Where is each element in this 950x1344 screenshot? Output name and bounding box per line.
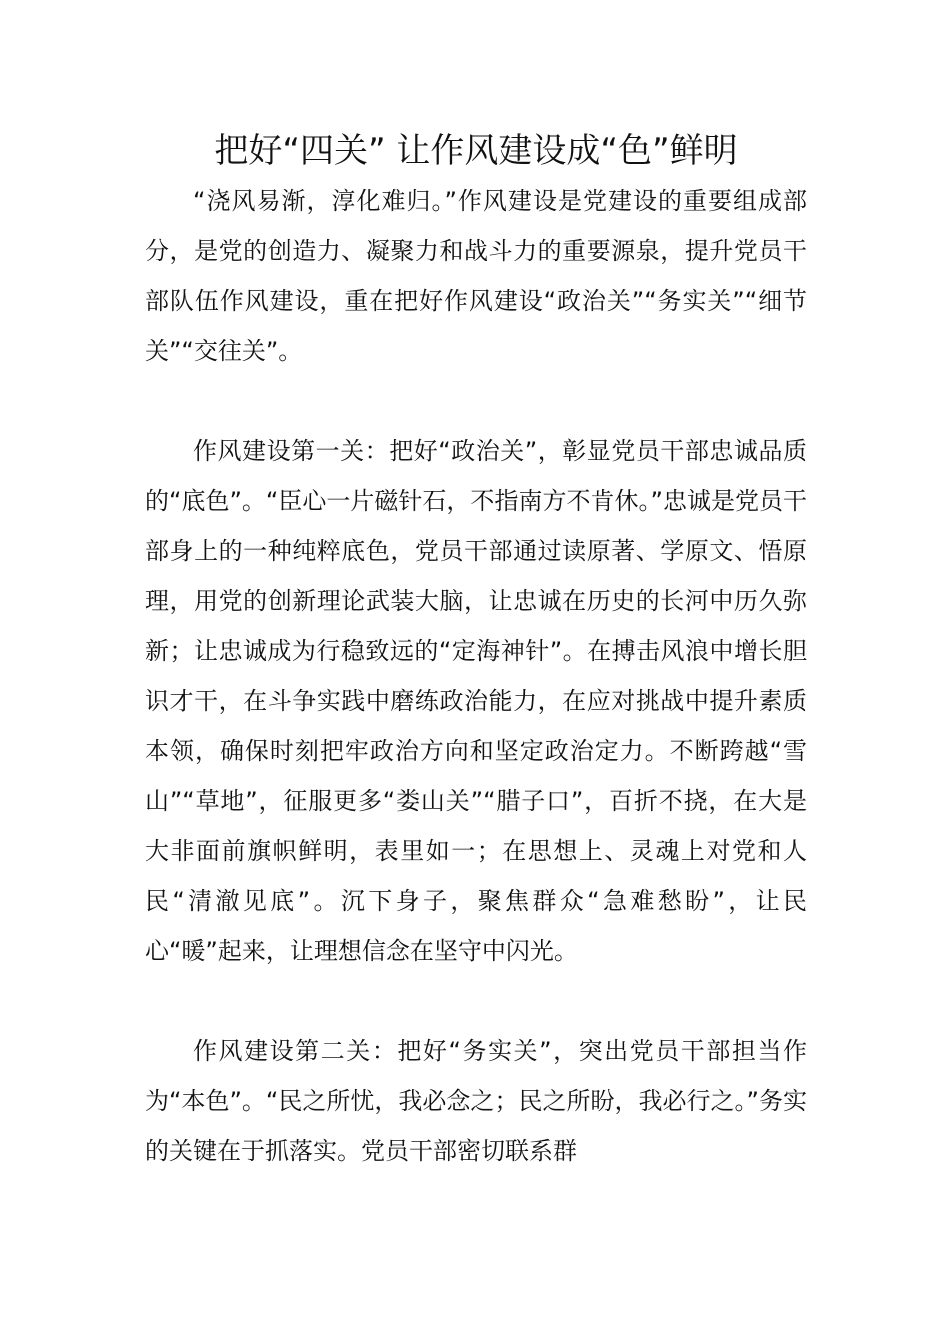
document-title: 把好“四关” 让作风建设成“色”鲜明 — [214, 131, 738, 171]
paragraph-spacer — [145, 376, 807, 426]
paragraph-second-pass: 作风建设第二关：把好“务实关”，突出党员干部担当作为“本色”。“民之所忧，我必念之；民之所盼，我必行之。”务实的关键在于抓落实。党员干部密切联系群 — [145, 1037, 807, 1165]
paragraph-first-pass: 作风建设第一关：把好“政治关”，彰显党员干部忠诚品质的“底色”。“臣心一片磁针石，不指南方不肯休。”忠诚是党员干部身上的一种纯粹底色，党员干部通过读原著、学原文、悟原理，用党的创新理论武装大脑，让忠诚在历史的长河中历久弥新；让忠诚成为行稳致远的“定海神针”。在搏击风浪中增长胆识才干，在斗争实践中磨练政治能力，在应对挑战中提升素质本领，确保时刻把牢政治方向和坚定政治定力。不断跨越“雪山”“草地”，征服更多“娄山关”“腊子口”，百折不挠，在大是大非面前旗帜鲜明，表里如一；在思想上、灵魂上对党和人民“清澈见底”。沉下身子，聚焦群众“急难愁盼”，让民心“暖”起来，让理想信念在坚守中闪光。 — [145, 437, 807, 965]
paragraph-intro: “浇风易渐，淳化难归。”作风建设是党建设的重要组成部分，是党的创造力、凝聚力和战斗力的重要源泉，提升党员干部队伍作风建设，重在把好作风建设“政治关”“务实关”“细节关”“交往关”。 — [145, 187, 807, 365]
paragraph-spacer — [145, 976, 807, 1026]
document-body — [145, 126, 807, 1176]
